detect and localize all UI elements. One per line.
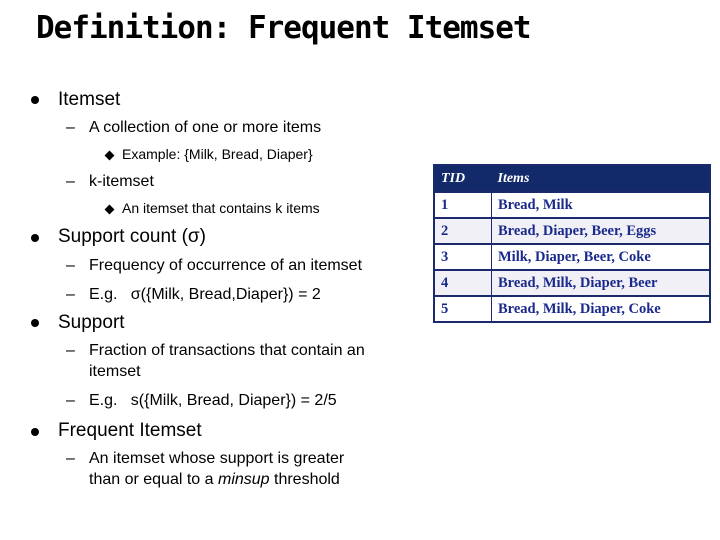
row-items: Bread, Milk: [492, 192, 711, 218]
header-items: Items: [492, 165, 711, 192]
itemset-definition: A collection of one or more items: [89, 119, 322, 136]
row-items: Bread, Milk, Diaper, Coke: [492, 296, 711, 322]
support-count-example: E.g. σ({Milk, Bread,Diaper}) = 2: [89, 286, 321, 303]
slide-title: Definition: Frequent Itemset: [36, 10, 531, 46]
bullet-support: Support: [58, 312, 125, 333]
dash-icon: –: [66, 342, 75, 359]
row-items: Bread, Diaper, Beer, Eggs: [492, 218, 711, 244]
support-definition-line2: itemset: [89, 363, 141, 380]
row-items: Bread, Milk, Diaper, Beer: [492, 270, 711, 296]
support-count-definition: Frequency of occurrence of an itemset: [89, 257, 363, 274]
support-definition-line1: Fraction of transactions that contain an: [89, 342, 365, 359]
dash-icon: –: [66, 173, 75, 190]
kitemset-label: k-itemset: [89, 173, 154, 190]
itemset-example: Example: {Milk, Bread, Diaper}: [122, 146, 313, 162]
row-tid: 2: [434, 218, 492, 244]
dash-icon: –: [66, 257, 75, 274]
row-tid: 3: [434, 244, 492, 270]
table-row: [434, 192, 710, 218]
table-row: [434, 218, 710, 244]
bullet-frequent-itemset: Frequent Itemset: [58, 420, 202, 441]
frequent-definition-line2: [89, 471, 340, 489]
dash-icon: –: [66, 286, 75, 303]
minsup-term: minsup: [217, 471, 270, 488]
dash-icon: –: [66, 450, 75, 467]
table-row: [434, 296, 710, 322]
bullet-support-count: Support count (σ): [58, 226, 206, 247]
frequent-def-text-end: threshold: [269, 471, 340, 488]
header-tid: TID: [434, 165, 492, 192]
bullet-dot-icon: [31, 428, 39, 436]
row-tid: 1: [434, 192, 492, 218]
dash-icon: –: [66, 119, 75, 136]
bullet-dot-icon: [31, 234, 39, 242]
bullet-dot-icon: [31, 96, 39, 104]
frequent-def-text: than or equal to a: [89, 471, 218, 488]
table-row: [434, 270, 710, 296]
row-tid: 4: [434, 270, 492, 296]
transaction-table: [433, 164, 711, 323]
support-example: E.g. s({Milk, Bread, Diaper}) = 2/5: [89, 392, 337, 409]
row-items: Milk, Diaper, Beer, Coke: [492, 244, 711, 270]
diamond-bullet-icon: [105, 205, 115, 215]
table-header-row: [434, 165, 710, 192]
bullet-dot-icon: [31, 319, 39, 327]
kitemset-definition: An itemset that contains k items: [122, 200, 320, 216]
bullet-itemset: Itemset: [58, 89, 121, 110]
frequent-definition-line1: An itemset whose support is greater: [89, 450, 345, 467]
diamond-bullet-icon: [105, 151, 115, 161]
table-row: [434, 244, 710, 270]
dash-icon: –: [66, 392, 75, 409]
row-tid: 5: [434, 296, 492, 322]
